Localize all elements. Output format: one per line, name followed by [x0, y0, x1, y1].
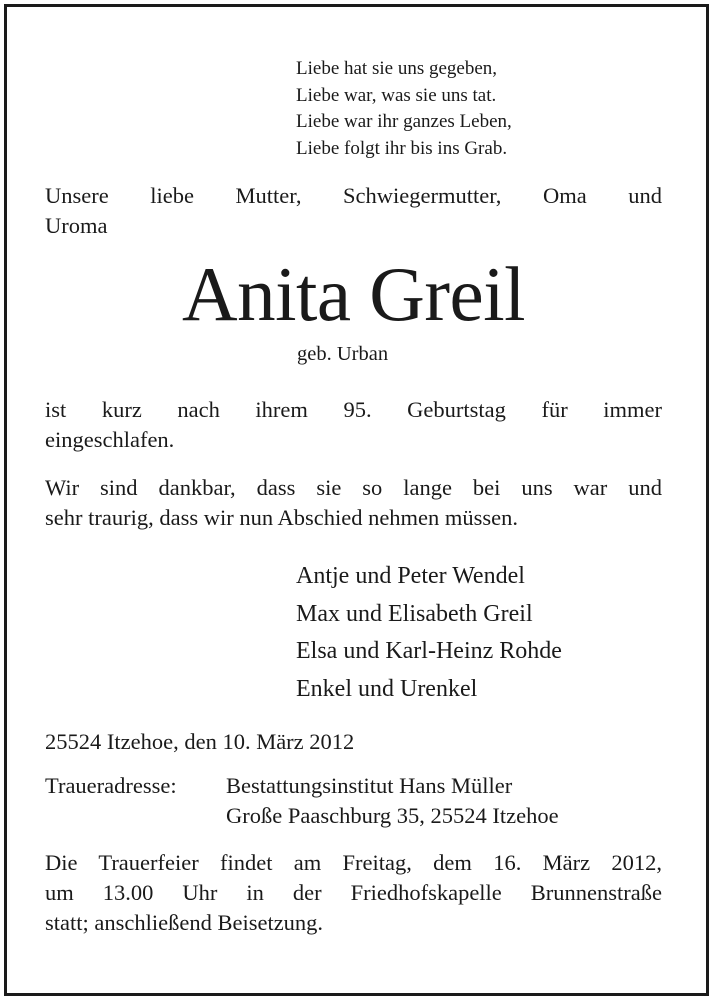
- message-paragraph-2: [45, 473, 662, 533]
- deceased-name: Anita Greil: [181, 251, 526, 337]
- message-line: sehr traurig, dass wir nun Abschied nehmen müssen.: [45, 505, 519, 530]
- mourner-entry: Elsa und Karl-Heinz Rohde: [296, 638, 562, 664]
- address-label: Traueradresse:: [45, 773, 177, 798]
- place-date: 25524 Itzehoe, den 10. März 2012: [45, 729, 355, 754]
- ceremony-line: Die Trauerfeier findet am Freitag, dem 16. März 2012,: [45, 850, 662, 875]
- message-line: ist kurz nach ihrem 95. Geburtstag für immer: [45, 397, 662, 422]
- message-line: eingeschlafen.: [45, 427, 175, 452]
- mourner-entry: Max und Elisabeth Greil: [296, 600, 533, 627]
- poem-line: Liebe folgt ihr bis ins Grab.: [296, 137, 508, 159]
- mourners-list: [296, 558, 562, 708]
- mourner-entry: Antje und Peter Wendel: [296, 563, 525, 589]
- intro-line: Uroma: [45, 213, 108, 238]
- ceremony-info: [45, 848, 662, 938]
- intro-text: [45, 181, 662, 241]
- address-line-2: Große Paaschburg 35, 25524 Itzehoe: [226, 803, 559, 828]
- poem-line: Liebe war, was sie uns tat.: [296, 84, 497, 106]
- address-line-1: Bestattungsinstitut Hans Müller: [226, 773, 513, 798]
- ceremony-line: statt; anschließend Beisetzung.: [45, 910, 324, 935]
- mourner-entry: Enkel und Urenkel: [296, 675, 478, 702]
- birth-name: geb. Urban: [297, 343, 389, 365]
- message-paragraph-1: [45, 395, 662, 455]
- intro-line: Unsere liebe Mutter, Schwiegermutter, Oma und: [45, 183, 662, 208]
- poem-line: Liebe war ihr ganzes Leben,: [296, 111, 512, 132]
- memorial-poem: [296, 56, 512, 162]
- poem-line: Liebe hat sie uns gegeben,: [296, 58, 498, 79]
- message-line: Wir sind dankbar, dass sie so lange bei uns war und: [45, 475, 662, 500]
- ceremony-line: um 13.00 Uhr in der Friedhofskapelle Brunnenstraße: [45, 880, 662, 905]
